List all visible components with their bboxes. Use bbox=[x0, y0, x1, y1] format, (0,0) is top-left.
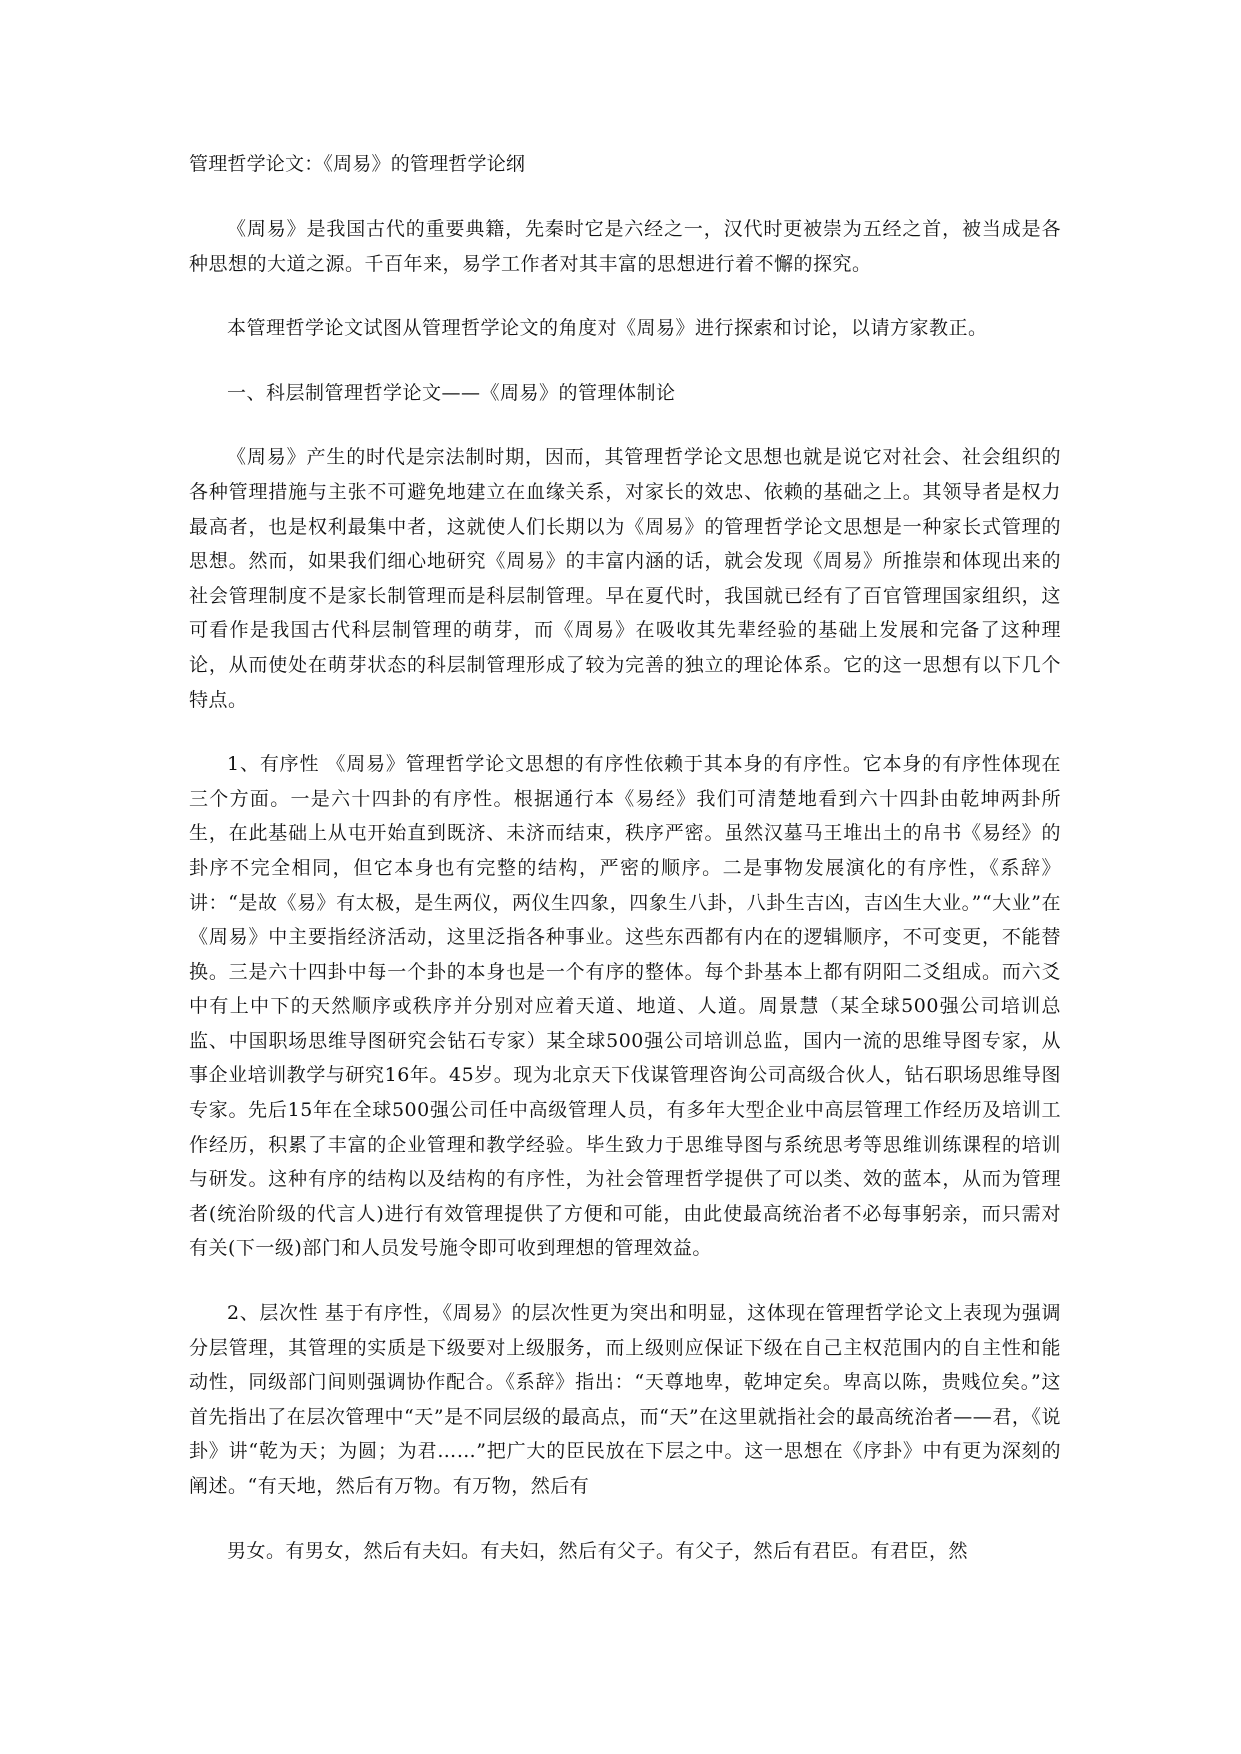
paragraph-section-1: 《周易》产生的时代是宗法制时期，因而，其管理哲学论文思想也就是说它对社会、社会组织的各种管理措施与主张不可避免地建立在血缘关系，对家长的效忠、依赖的基础之上。其领导者是权力最高者，也是权利最集中者，这就使人们长期以为《周易》的管理哲学论文思想是一种家长式管理的思想。然而，如果我们细心地研究《周易》的丰富内涵的话，就会发现《周易》所推崇和体现出来的社会管理制度不是家长制管理而是科层制管理。早在夏代时，我国就已经有了百官管理国家组织，这可看作是我国古代科层制管理的萌芽，而《周易》在吸收其先辈经验的基础上发展和完备了这种理论，从而使处在萌芽状态的科层制管理形成了较为完善的独立的理论体系。它的这一思想有以下几个特点。 bbox=[189, 446, 1061, 711]
paragraph-hierarchy: 2、层次性 基于有序性，《周易》的层次性更为突出和明显，这体现在管理哲学论文上表现为强调分层管理，其管理的实质是下级要对上级服务，而上级则应保证下级在自己主权范围内的自主性和能动性，同级部门间则强调协作配合。《系辞》指出：“天尊地卑，乾坤定矣。卑高以陈，贵贱位矣。”这首先指出了在层次管理中“天”是不同层级的最高点，而“天”在这里就指社会的最高统治者——君，《说卦》讲“乾为天；为圆；为君……”把广大的臣民放在下层之中。这一思想在《序卦》中有更为深刻的阐述。“有天地，然后有万物。有万物，然后有 bbox=[189, 1302, 1061, 1497]
paragraph-orderliness: 1、有序性 《周易》管理哲学论文思想的有序性依赖于其本身的有序性。它本身的有序性体现在三个方面。一是六十四卦的有序性。根据通行本《易经》我们可清楚地看到六十四卦由乾坤两卦所生，在此基础上从屯开始直到既济、未济而结束，秩序严密。虽然汉墓马王堆出土的帛书《易经》的卦序不完全相同，但它本身也有完整的结构，严密的顺序。二是事物发展演化的有序性，《系辞》讲：“是故《易》有太极，是生两仪，两仪生四象，四象生八卦，八卦生吉凶，吉凶生大业。”“大业”在《周易》中主要指经济活动，这里泛指各种事业。这些东西都有内在的逻辑顺序，不可变更，不能替换。三是六十四卦中每一个卦的本身也是一个有序的整体。每个卦基本上都有阴阳二爻组成。而六爻中有上中下的天然顺序或秩序并分别对应着天道、地道、人道。周景慧（某全球500强公司培训总监、中国职场思维导图研究会钻石专家）某全球500强公司培训总监，国内一流的思维导图专家，从事企业培训教学与研究16年。45岁。现为北京天下伐谋管理咨询公司高级合伙人，钻石职场思维导图专家。先后15年在全球500强公司任中高级管理人员，有多年大型企业中高层管理工作经历及培训工作经历，积累了丰富的企业管理和教学经验。毕生致力于思维导图与系统思考等思维训练课程的培训与研发。这种有序的结构以及结构的有序性，为社会管理哲学提供了可以类、效的蓝本，从而为管理者(统治阶级的代言人)进行有效管理提供了方便和可能，由此使最高统治者不必每事躬亲，而只需对有关(下一级)部门和人员发号施令即可收到理想的管理效益。 bbox=[189, 753, 1061, 1260]
document-title: 管理哲学论文：《周易》的管理哲学论纲 bbox=[189, 153, 526, 175]
paragraph-continuation: 男女。有男女，然后有夫妇。有夫妇，然后有父子。有父子，然后有君臣。有君臣，然 bbox=[227, 1539, 969, 1562]
paragraph-purpose: 本管理哲学论文试图从管理哲学论文的角度对《周易》进行探索和讨论，以请方家教正。 bbox=[227, 317, 988, 340]
document-body bbox=[189, 146, 1061, 1568]
section-heading-1: 一、科层制管理哲学论文——《周易》的管理体制论 bbox=[227, 381, 676, 404]
paragraph-intro: 《周易》是我国古代的重要典籍，先秦时它是六经之一，汉代时更被崇为五经之首，被当成是各种思想的大道之源。千百年来，易学工作者对其丰富的思想进行着不懈的探究。 bbox=[189, 218, 1061, 275]
